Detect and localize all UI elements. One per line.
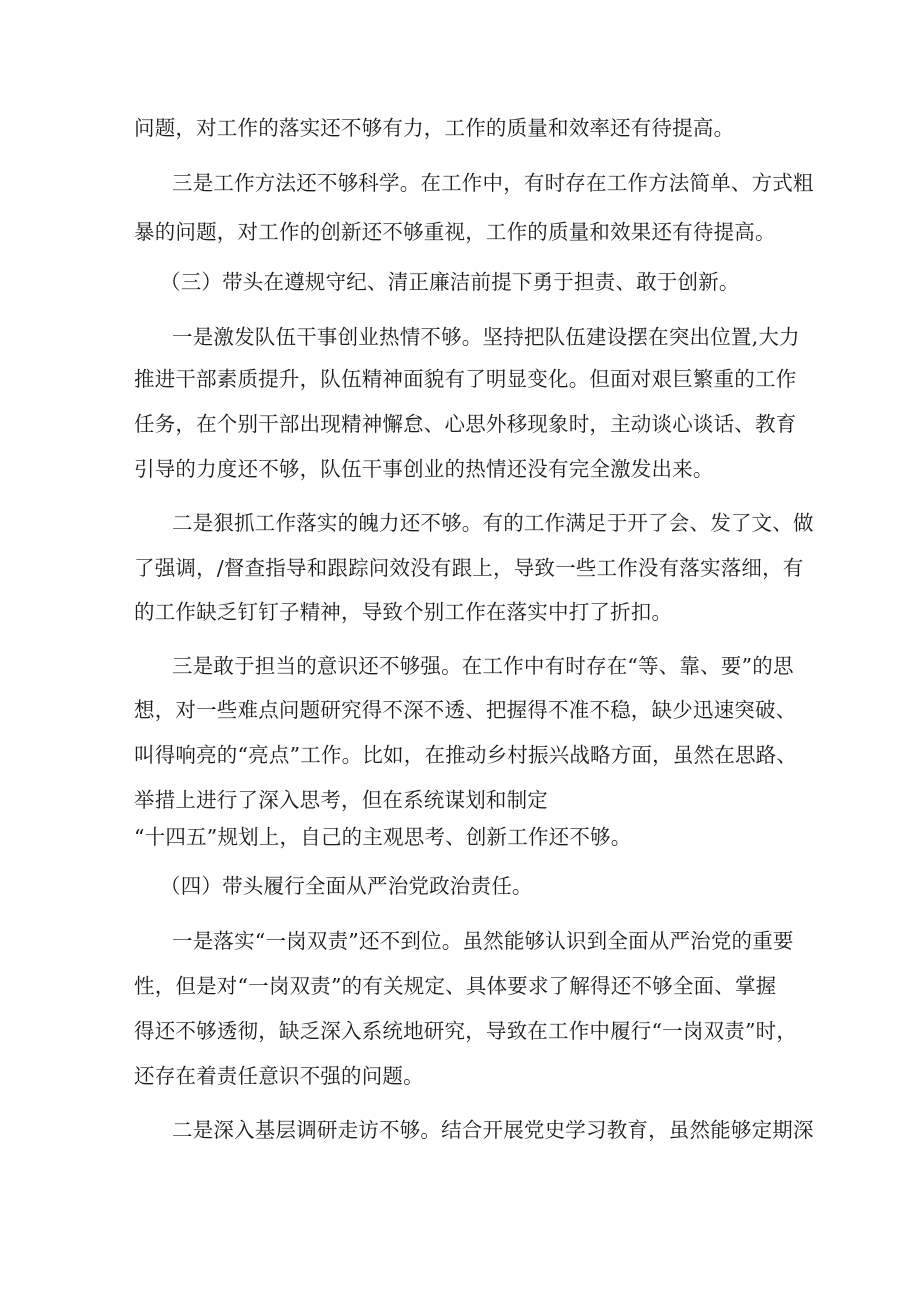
text-line: 了强调，/督查指导和跟踪问效没有跟上，导致一些工作没有落实落细，有: [134, 556, 804, 580]
text-line: 叫得响亮的“亮点”工作。比如，在推动乡村振兴战略方面，虽然在思路、: [134, 743, 798, 767]
text-line: 任务，在个别干部出现精神懈怠、心思外移现象时，主动谈心谈话、教育: [134, 412, 797, 436]
text-line: 引导的力度还不够，队伍干事创业的热情还没有完全激发出来。: [134, 457, 714, 481]
text-line: “十四五”规划上，自己的主观思考、创新工作还不够。: [134, 825, 632, 849]
text-line: 三是敢于担当的意识还不够强。在工作中有时存在“等、靠、要”的思: [172, 654, 794, 678]
text-line: 暴的问题，对工作的创新还不够重视，工作的质量和效果还有待提高。: [134, 220, 776, 244]
text-line: 三是工作方法还不够科学。在工作中，有时存在工作方法简单、方式粗: [172, 171, 814, 195]
text-line: 的工作缺乏钉钉子精神，导致个别工作在落实中打了折扣。: [134, 600, 673, 624]
text-line: 一是落实“一岗双责”还不到位。虽然能够认识到全面从严治党的重要: [172, 929, 794, 953]
text-line: 性，但是对“一岗双责”的有关规定、具体要求了解得还不够全面、掌握: [134, 974, 777, 998]
text-line: 推进干部素质提升，队伍精神面貌有了明显变化。但面对艰巨繁重的工作: [134, 367, 797, 391]
text-line: 还存在着责任意识不强的问题。: [134, 1064, 424, 1088]
section-heading: （四）带头履行全面从严治党政治责任。: [160, 874, 533, 898]
text-line: 二是狠抓工作落实的魄力还不够。有的工作满足于开了会、发了文、做: [172, 511, 814, 535]
text-line: 一是激发队伍干事创业热情不够。坚持把队伍建设摆在突出位置,大力: [172, 325, 800, 349]
text-line: 二是深入基层调研走访不够。结合开展党史学习教育，虽然能够定期深: [172, 1118, 814, 1142]
text-line: 想，对一些难点问题研究得不深不透、把握得不准不稳，缺少迅速突破、: [134, 698, 797, 722]
text-line: 得还不够透彻，缺乏深入系统地研究，导致在工作中履行“一岗双责”时，: [134, 1019, 798, 1043]
section-heading: （三）带头在遵规守纪、清正廉洁前提下勇于担责、敢于创新。: [160, 270, 740, 294]
text-line: 问题，对工作的落实还不够有力，工作的质量和效率还有待提高。: [134, 116, 735, 140]
text-line: 举措上进行了深入思考，但在系统谋划和制定: [134, 788, 548, 812]
